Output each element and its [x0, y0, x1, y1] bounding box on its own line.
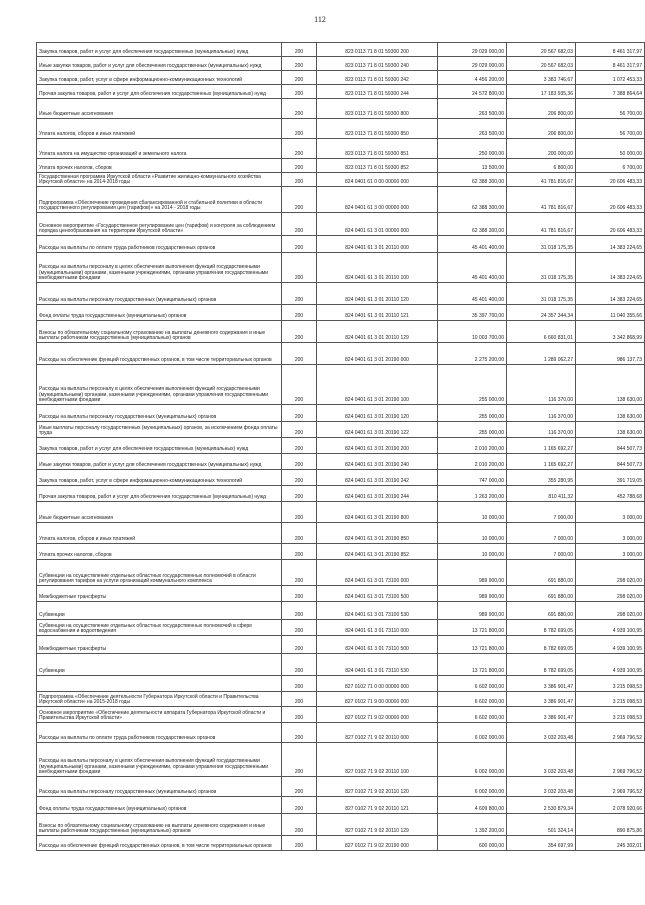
executed-amount-cell: 20 567 682,03 — [507, 57, 576, 71]
remaining-amount-cell: 391 719,05 — [576, 470, 645, 486]
approved-amount-cell: 10 003 700,00 — [438, 321, 507, 343]
table-row — [37, 523, 645, 544]
approved-amount-cell: 263 500,00 — [438, 119, 507, 139]
row-name-cell: Расходы на выплаты персоналу в целях обеспечения выполнения функций государственными (муниципальными) органами, казенными учреждениями, органами управления государственными внебюджетными фондами — [37, 253, 282, 283]
row-name-cell: Уплата налога на имущество организаций и земельного налога — [37, 139, 282, 159]
table-row — [37, 405, 645, 422]
remaining-amount-cell: 2 969 796,52 — [576, 777, 645, 797]
classification-code-cell: 824 0401 61 3 01 73100 000 — [317, 560, 438, 586]
approved-amount-cell: 45 401 400,00 — [438, 283, 507, 305]
classification-code-cell: 824 0401 61 3 01 20190 120 — [317, 405, 438, 422]
approved-amount-cell: 45 401 400,00 — [438, 253, 507, 283]
classification-code-cell: 827 0102 71 9 02 00000 000 — [317, 707, 438, 723]
classification-code-cell: 823 0113 71 8 01 59300 244 — [317, 85, 438, 99]
classification-code-cell: 823 0113 71 8 01 59300 800 — [317, 99, 438, 119]
classification-code-cell: 824 0401 61 3 01 20190 852 — [317, 544, 438, 560]
admin-code-cell: 200 — [282, 343, 317, 365]
approved-amount-cell: 989 900,00 — [438, 560, 507, 586]
row-name-cell: Уплата налогов, сборов и иных платежей — [37, 119, 282, 139]
admin-code-cell: 200 — [282, 438, 317, 454]
executed-amount-cell: 116 370,00 — [507, 365, 576, 405]
table-row — [37, 560, 645, 586]
approved-amount-cell: 989 900,00 — [438, 602, 507, 620]
table-row — [37, 814, 645, 836]
row-name-cell — [37, 676, 282, 692]
row-name-cell: Фонд оплаты труда государственных (муниципальных) органов — [37, 305, 282, 321]
approved-amount-cell: 255 000,00 — [438, 365, 507, 405]
executed-amount-cell: 8 782 699,05 — [507, 636, 576, 654]
remaining-amount-cell: 298 020,00 — [576, 560, 645, 586]
remaining-amount-cell: 4 939 100,95 — [576, 620, 645, 636]
admin-code-cell: 200 — [282, 814, 317, 836]
row-name-cell: Расходы на выплаты персоналу государственных (муниципальных) органов — [37, 777, 282, 797]
executed-amount-cell: 7 000,00 — [507, 523, 576, 544]
table-row — [37, 422, 645, 438]
table-row — [37, 253, 645, 283]
table-row — [37, 486, 645, 502]
approved-amount-cell: 2 010 200,00 — [438, 454, 507, 470]
table-row — [37, 602, 645, 620]
classification-code-cell: 824 0401 61 0 00 00000 000 — [317, 173, 438, 187]
table-row — [37, 173, 645, 187]
remaining-amount-cell: 844 507,73 — [576, 454, 645, 470]
executed-amount-cell: 116 370,00 — [507, 422, 576, 438]
approved-amount-cell: 2 275 200,00 — [438, 343, 507, 365]
executed-amount-cell: 3 383 746,67 — [507, 71, 576, 85]
row-name-cell: Иные бюджетные ассигнования — [37, 502, 282, 523]
approved-amount-cell: 747 000,00 — [438, 470, 507, 486]
approved-amount-cell: 263 500,00 — [438, 99, 507, 119]
admin-code-cell: 200 — [282, 523, 317, 544]
table-row — [37, 636, 645, 654]
approved-amount-cell: 6 002 000,00 — [438, 743, 507, 777]
classification-code-cell: 824 0401 61 3 01 20110 121 — [317, 305, 438, 321]
table-row — [37, 159, 645, 173]
row-name-cell: Расходы на выплаты по оплате труда работников государственных органов — [37, 723, 282, 743]
approved-amount-cell: 29 029 000,00 — [438, 43, 507, 57]
table-row — [37, 57, 645, 71]
approved-amount-cell: 6 602 000,00 — [438, 707, 507, 723]
approved-amount-cell: 62 388 300,00 — [438, 173, 507, 187]
executed-amount-cell: 1 165 692,27 — [507, 438, 576, 454]
approved-amount-cell: 6 002 000,00 — [438, 777, 507, 797]
row-name-cell: Закупка товаров, работ и услуг для обеспечения государственных (муниципальных) нужд — [37, 438, 282, 454]
approved-amount-cell: 10 000,00 — [438, 523, 507, 544]
executed-amount-cell: 3 032 203,48 — [507, 723, 576, 743]
classification-code-cell: 827 0102 71 9 02 20190 000 — [317, 836, 438, 851]
classification-code-cell: 824 0401 61 3 01 20190 240 — [317, 454, 438, 470]
row-name-cell: Расходы на обеспечение функций государственных органов, в том числе территориальных органов — [37, 836, 282, 851]
remaining-amount-cell: 20 606 483,33 — [576, 187, 645, 213]
admin-code-cell: 200 — [282, 602, 317, 620]
row-name-cell: Взносы по обязательному социальному страхованию на выплаты денежного содержания и иные выплаты работникам государственных (муниципальных) органов — [37, 814, 282, 836]
row-name-cell: Иные закупки товаров, работ и услуг для обеспечения государственных (муниципальных) нужд — [37, 57, 282, 71]
classification-code-cell: 824 0401 61 3 01 73110 000 — [317, 620, 438, 636]
executed-amount-cell: 355 280,95 — [507, 470, 576, 486]
executed-amount-cell: 206 800,00 — [507, 119, 576, 139]
table-row — [37, 836, 645, 851]
table-row — [37, 119, 645, 139]
executed-amount-cell: 31 018 175,35 — [507, 283, 576, 305]
table-row — [37, 85, 645, 99]
approved-amount-cell: 10 000,00 — [438, 502, 507, 523]
executed-amount-cell: 31 018 175,35 — [507, 236, 576, 253]
table-row — [37, 71, 645, 85]
row-name-cell: Подпрограмма «Обеспечение проведения сбалансированной и стабильной политики в области государственного регулирования цен (тарифов)» на 2014 - 2018 годы — [37, 187, 282, 213]
remaining-amount-cell: 890 875,86 — [576, 814, 645, 836]
remaining-amount-cell: 3 342 868,99 — [576, 321, 645, 343]
table-row — [37, 365, 645, 405]
remaining-amount-cell: 56 700,00 — [576, 119, 645, 139]
admin-code-cell: 200 — [282, 502, 317, 523]
classification-code-cell: 824 0401 61 3 01 20110 129 — [317, 321, 438, 343]
remaining-amount-cell: 2 969 796,52 — [576, 743, 645, 777]
remaining-amount-cell: 3 215 098,53 — [576, 676, 645, 692]
classification-code-cell: 827 0102 71 9 02 20110 129 — [317, 814, 438, 836]
row-name-cell: Субвенции — [37, 602, 282, 620]
remaining-amount-cell: 4 939 100,95 — [576, 654, 645, 676]
table-row — [37, 470, 645, 486]
row-name-cell: Закупка товаров, работ, услуг в сфере информационно-коммуникационных технологий — [37, 470, 282, 486]
table-row — [37, 777, 645, 797]
admin-code-cell: 200 — [282, 43, 317, 57]
admin-code-cell: 200 — [282, 544, 317, 560]
approved-amount-cell: 4 456 200,00 — [438, 71, 507, 85]
admin-code-cell: 200 — [282, 99, 317, 119]
remaining-amount-cell: 3 215 098,53 — [576, 692, 645, 707]
remaining-amount-cell: 3 000,00 — [576, 502, 645, 523]
approved-amount-cell: 255 000,00 — [438, 405, 507, 422]
approved-amount-cell: 1 263 200,00 — [438, 486, 507, 502]
remaining-amount-cell: 56 700,00 — [576, 99, 645, 119]
executed-amount-cell: 3 032 203,48 — [507, 743, 576, 777]
remaining-amount-cell: 138 630,00 — [576, 422, 645, 438]
executed-amount-cell: 3 386 901,47 — [507, 692, 576, 707]
admin-code-cell: 200 — [282, 283, 317, 305]
table-row — [37, 676, 645, 692]
approved-amount-cell: 989 900,00 — [438, 586, 507, 602]
table-row — [37, 139, 645, 159]
remaining-amount-cell: 3 215 098,53 — [576, 707, 645, 723]
executed-amount-cell: 3 386 901,47 — [507, 707, 576, 723]
admin-code-cell: 200 — [282, 119, 317, 139]
remaining-amount-cell: 20 606 483,33 — [576, 173, 645, 187]
row-name-cell: Основное мероприятие «Государственное регулирование цен (тарифов) и контроля за соблюдением порядка ценообразования на территории Иркутской области» — [37, 213, 282, 236]
executed-amount-cell: 3 032 203,48 — [507, 777, 576, 797]
classification-code-cell: 823 0113 71 8 01 59300 240 — [317, 57, 438, 71]
remaining-amount-cell: 6 700,00 — [576, 159, 645, 173]
table-row — [37, 723, 645, 743]
table-row — [37, 620, 645, 636]
remaining-amount-cell: 986 137,73 — [576, 343, 645, 365]
executed-amount-cell: 691 880,00 — [507, 586, 576, 602]
admin-code-cell: 200 — [282, 743, 317, 777]
row-name-cell: Расходы на выплаты персоналу в целях обеспечения выполнения функций государственными (муниципальными) органами, казенными учреждениями, органами управления государственными внебюджетными фондами — [37, 365, 282, 405]
admin-code-cell: 200 — [282, 486, 317, 502]
row-name-cell: Иные бюджетные ассигнования — [37, 99, 282, 119]
remaining-amount-cell: 8 461 317,97 — [576, 57, 645, 71]
row-name-cell: Основное мероприятие «Обеспечение деятельности аппарата Губернатора Иркутской области и Правительства Иркутской области» — [37, 707, 282, 723]
remaining-amount-cell: 245 302,01 — [576, 836, 645, 851]
classification-code-cell: 824 0401 61 3 01 20190 000 — [317, 343, 438, 365]
admin-code-cell: 200 — [282, 365, 317, 405]
approved-amount-cell: 13 721 800,00 — [438, 620, 507, 636]
admin-code-cell: 200 — [282, 470, 317, 486]
admin-code-cell: 200 — [282, 57, 317, 71]
remaining-amount-cell: 2 969 796,52 — [576, 723, 645, 743]
executed-amount-cell: 24 357 344,34 — [507, 305, 576, 321]
admin-code-cell: 200 — [282, 777, 317, 797]
classification-code-cell: 827 0102 71 9 02 20110 000 — [317, 723, 438, 743]
table-row — [37, 187, 645, 213]
table-row — [37, 692, 645, 707]
remaining-amount-cell: 20 606 483,33 — [576, 213, 645, 236]
table-row — [37, 743, 645, 777]
admin-code-cell: 200 — [282, 797, 317, 814]
approved-amount-cell: 29 029 000,00 — [438, 57, 507, 71]
admin-code-cell: 200 — [282, 71, 317, 85]
executed-amount-cell: 8 782 699,05 — [507, 620, 576, 636]
admin-code-cell: 200 — [282, 405, 317, 422]
row-name-cell: Расходы на обеспечение функций государственных органов, в том числе территориальных органов — [37, 343, 282, 365]
executed-amount-cell: 7 000,00 — [507, 502, 576, 523]
classification-code-cell: 823 0113 71 8 01 59300 852 — [317, 159, 438, 173]
table-row — [37, 99, 645, 119]
admin-code-cell: 200 — [282, 187, 317, 213]
table-row — [37, 236, 645, 253]
admin-code-cell: 200 — [282, 707, 317, 723]
row-name-cell: Подпрограмма «Обеспечение деятельности Губернатора Иркутской области и Правительства Иркутской области» на 2015-2018 годы — [37, 692, 282, 707]
approved-amount-cell: 13 721 800,00 — [438, 654, 507, 676]
page-number: 112 — [314, 15, 326, 24]
approved-amount-cell: 2 010 200,00 — [438, 438, 507, 454]
row-name-cell: Закупка товаров, работ и услуг для обеспечения государственных (муниципальных) нужд — [37, 43, 282, 57]
remaining-amount-cell: 2 078 920,66 — [576, 797, 645, 814]
row-name-cell: Уплата налогов, сборов и иных платежей — [37, 523, 282, 544]
remaining-amount-cell: 298 020,00 — [576, 586, 645, 602]
admin-code-cell: 200 — [282, 321, 317, 343]
admin-code-cell: 200 — [282, 636, 317, 654]
classification-code-cell: 824 0401 61 3 01 20190 100 — [317, 365, 438, 405]
executed-amount-cell: 7 000,00 — [507, 544, 576, 560]
approved-amount-cell: 255 000,00 — [438, 422, 507, 438]
classification-code-cell: 824 0401 61 3 01 00000 000 — [317, 213, 438, 236]
admin-code-cell: 200 — [282, 560, 317, 586]
remaining-amount-cell: 14 383 224,65 — [576, 253, 645, 283]
classification-code-cell: 823 0113 71 8 01 59300 850 — [317, 119, 438, 139]
row-name-cell: Иные выплаты персоналу государственных (муниципальных) органов, за исключением фонда оплаты труда — [37, 422, 282, 438]
row-name-cell: Субвенции на осуществление отдельных областных государственных полномочий в сфере водоснабжения и водоотведения — [37, 620, 282, 636]
table-row — [37, 797, 645, 814]
row-name-cell: Взносы по обязательному социальному страхованию на выплаты денежного содержания и иные выплаты работникам государственных (муниципальных) органов — [37, 321, 282, 343]
row-name-cell: Уплата прочих налогов, сборов — [37, 159, 282, 173]
admin-code-cell: 200 — [282, 159, 317, 173]
executed-amount-cell: 17 183 935,36 — [507, 85, 576, 99]
table-row — [37, 707, 645, 723]
budget-execution-table — [36, 42, 645, 851]
table-row — [37, 654, 645, 676]
table-row — [37, 305, 645, 321]
remaining-amount-cell: 298 020,00 — [576, 602, 645, 620]
remaining-amount-cell: 138 630,00 — [576, 365, 645, 405]
table-row — [37, 43, 645, 57]
approved-amount-cell: 24 572 800,00 — [438, 85, 507, 99]
row-name-cell: Межбюджетные трансферты — [37, 636, 282, 654]
approved-amount-cell: 250 000,00 — [438, 139, 507, 159]
executed-amount-cell: 691 880,00 — [507, 602, 576, 620]
row-name-cell: Закупка товаров, работ, услуг в сфере информационно-коммуникационных технологий — [37, 71, 282, 85]
admin-code-cell: 200 — [282, 586, 317, 602]
approved-amount-cell: 6 002 000,00 — [438, 723, 507, 743]
approved-amount-cell: 62 388 300,00 — [438, 187, 507, 213]
remaining-amount-cell: 50 000,00 — [576, 139, 645, 159]
executed-amount-cell: 810 411,32 — [507, 486, 576, 502]
approved-amount-cell: 62 388 300,00 — [438, 213, 507, 236]
remaining-amount-cell: 1 072 453,33 — [576, 71, 645, 85]
approved-amount-cell: 6 602 000,00 — [438, 676, 507, 692]
executed-amount-cell: 41 781 816,67 — [507, 173, 576, 187]
executed-amount-cell: 8 782 699,05 — [507, 654, 576, 676]
admin-code-cell: 200 — [282, 676, 317, 692]
classification-code-cell: 823 0113 71 8 01 59300 200 — [317, 43, 438, 57]
classification-code-cell: 824 0401 61 3 01 20190 200 — [317, 438, 438, 454]
executed-amount-cell: 501 324,14 — [507, 814, 576, 836]
table-row — [37, 502, 645, 523]
admin-code-cell: 200 — [282, 422, 317, 438]
row-name-cell: Расходы на выплаты по оплате труда работников государственных органов — [37, 236, 282, 253]
table-row — [37, 343, 645, 365]
classification-code-cell: 824 0401 61 3 01 73100 530 — [317, 602, 438, 620]
approved-amount-cell: 13 721 800,00 — [438, 636, 507, 654]
executed-amount-cell: 2 530 879,34 — [507, 797, 576, 814]
remaining-amount-cell: 7 388 864,64 — [576, 85, 645, 99]
executed-amount-cell: 3 386 901,47 — [507, 676, 576, 692]
classification-code-cell: 824 0401 61 3 01 20110 100 — [317, 253, 438, 283]
row-name-cell: Расходы на выплаты персоналу государственных (муниципальных) органов — [37, 405, 282, 422]
table-row — [37, 438, 645, 454]
approved-amount-cell: 600 000,00 — [438, 836, 507, 851]
admin-code-cell: 200 — [282, 85, 317, 99]
executed-amount-cell: 41 781 816,67 — [507, 187, 576, 213]
classification-code-cell: 824 0401 61 3 01 73110 530 — [317, 654, 438, 676]
classification-code-cell: 827 0102 71 0 00 00000 000 — [317, 676, 438, 692]
remaining-amount-cell: 844 507,73 — [576, 438, 645, 454]
classification-code-cell: 824 0401 61 3 01 20110 120 — [317, 283, 438, 305]
executed-amount-cell: 41 781 816,67 — [507, 213, 576, 236]
remaining-amount-cell: 8 461 317,97 — [576, 43, 645, 57]
executed-amount-cell: 1 165 692,27 — [507, 454, 576, 470]
row-name-cell: Расходы на выплаты персоналу государственных (муниципальных) органов — [37, 283, 282, 305]
row-name-cell: Расходы на выплаты персоналу в целях обеспечения выполнения функций государственными (муниципальными) органами, казенными учреждениями, органами управления государственными внебюджетными фондами — [37, 743, 282, 777]
admin-code-cell: 200 — [282, 836, 317, 851]
remaining-amount-cell: 14 383 224,65 — [576, 236, 645, 253]
classification-code-cell: 824 0401 61 3 01 20190 242 — [317, 470, 438, 486]
classification-code-cell: 827 0102 71 9 02 20110 121 — [317, 797, 438, 814]
admin-code-cell: 200 — [282, 692, 317, 707]
row-name-cell: Уплата прочих налогов, сборов — [37, 544, 282, 560]
classification-code-cell: 823 0113 71 8 01 59300 242 — [317, 71, 438, 85]
admin-code-cell: 200 — [282, 213, 317, 236]
admin-code-cell: 200 — [282, 236, 317, 253]
admin-code-cell: 200 — [282, 253, 317, 283]
remaining-amount-cell: 14 383 224,65 — [576, 283, 645, 305]
approved-amount-cell: 1 392 200,00 — [438, 814, 507, 836]
remaining-amount-cell: 138 630,00 — [576, 405, 645, 422]
executed-amount-cell: 354 697,99 — [507, 836, 576, 851]
row-name-cell: Государственная программа Иркутской области «Развитие жилищно-коммунального хозяйства Иркутской области» на 2014-2018 годы — [37, 173, 282, 187]
executed-amount-cell: 6 800,00 — [507, 159, 576, 173]
classification-code-cell: 824 0401 61 3 00 00000 000 — [317, 187, 438, 213]
admin-code-cell: 200 — [282, 139, 317, 159]
row-name-cell: Иные закупки товаров, работ и услуг для обеспечения государственных (муниципальных) нужд — [37, 454, 282, 470]
approved-amount-cell: 4 609 800,00 — [438, 797, 507, 814]
row-name-cell: Межбюджетные трансферты — [37, 586, 282, 602]
executed-amount-cell: 6 660 831,01 — [507, 321, 576, 343]
row-name-cell: Субвенции — [37, 654, 282, 676]
row-name-cell: Фонд оплаты труда государственных (муниципальных) органов — [37, 797, 282, 814]
table-row — [37, 586, 645, 602]
classification-code-cell: 824 0401 61 3 01 20190 850 — [317, 523, 438, 544]
admin-code-cell: 200 — [282, 654, 317, 676]
admin-code-cell: 200 — [282, 454, 317, 470]
executed-amount-cell: 20 567 682,03 — [507, 43, 576, 57]
admin-code-cell: 200 — [282, 620, 317, 636]
row-name-cell: Субвенции на осуществление отдельных областных государственных полномочий в области регулирования тарифов на услуги организаций коммунального комплекса — [37, 560, 282, 586]
classification-code-cell: 827 0102 71 9 00 00000 000 — [317, 692, 438, 707]
classification-code-cell: 824 0401 61 3 01 20190 122 — [317, 422, 438, 438]
row-name-cell: Прочая закупка товаров, работ и услуг для обеспечения государственных (муниципальных) нужд — [37, 486, 282, 502]
approved-amount-cell: 45 401 400,00 — [438, 236, 507, 253]
classification-code-cell: 823 0113 71 8 01 59300 851 — [317, 139, 438, 159]
remaining-amount-cell: 4 939 100,95 — [576, 636, 645, 654]
classification-code-cell: 824 0401 61 3 01 73100 500 — [317, 586, 438, 602]
remaining-amount-cell: 3 000,00 — [576, 523, 645, 544]
approved-amount-cell: 10 000,00 — [438, 544, 507, 560]
executed-amount-cell: 116 370,00 — [507, 405, 576, 422]
classification-code-cell: 824 0401 61 3 01 20190 800 — [317, 502, 438, 523]
table-row — [37, 213, 645, 236]
classification-code-cell: 824 0401 61 3 01 20110 000 — [317, 236, 438, 253]
classification-code-cell: 824 0401 61 3 01 73110 500 — [317, 636, 438, 654]
executed-amount-cell: 691 880,00 — [507, 560, 576, 586]
admin-code-cell: 200 — [282, 173, 317, 187]
table-row — [37, 544, 645, 560]
executed-amount-cell: 1 289 062,27 — [507, 343, 576, 365]
table-row — [37, 283, 645, 305]
executed-amount-cell: 206 800,00 — [507, 99, 576, 119]
table-row — [37, 454, 645, 470]
executed-amount-cell: 200 000,00 — [507, 139, 576, 159]
remaining-amount-cell: 452 788,68 — [576, 486, 645, 502]
approved-amount-cell: 13 500,00 — [438, 159, 507, 173]
admin-code-cell: 200 — [282, 723, 317, 743]
classification-code-cell: 824 0401 61 3 01 20190 244 — [317, 486, 438, 502]
approved-amount-cell: 6 602 000,00 — [438, 692, 507, 707]
admin-code-cell: 200 — [282, 305, 317, 321]
classification-code-cell: 827 0102 71 9 02 20110 100 — [317, 743, 438, 777]
executed-amount-cell: 31 018 175,35 — [507, 253, 576, 283]
table-row — [37, 321, 645, 343]
remaining-amount-cell: 11 040 355,66 — [576, 305, 645, 321]
approved-amount-cell: 35 397 700,00 — [438, 305, 507, 321]
row-name-cell: Прочая закупка товаров, работ и услуг для обеспечения государственных (муниципальных) нужд — [37, 85, 282, 99]
classification-code-cell: 827 0102 71 9 02 20110 120 — [317, 777, 438, 797]
remaining-amount-cell: 3 000,00 — [576, 544, 645, 560]
